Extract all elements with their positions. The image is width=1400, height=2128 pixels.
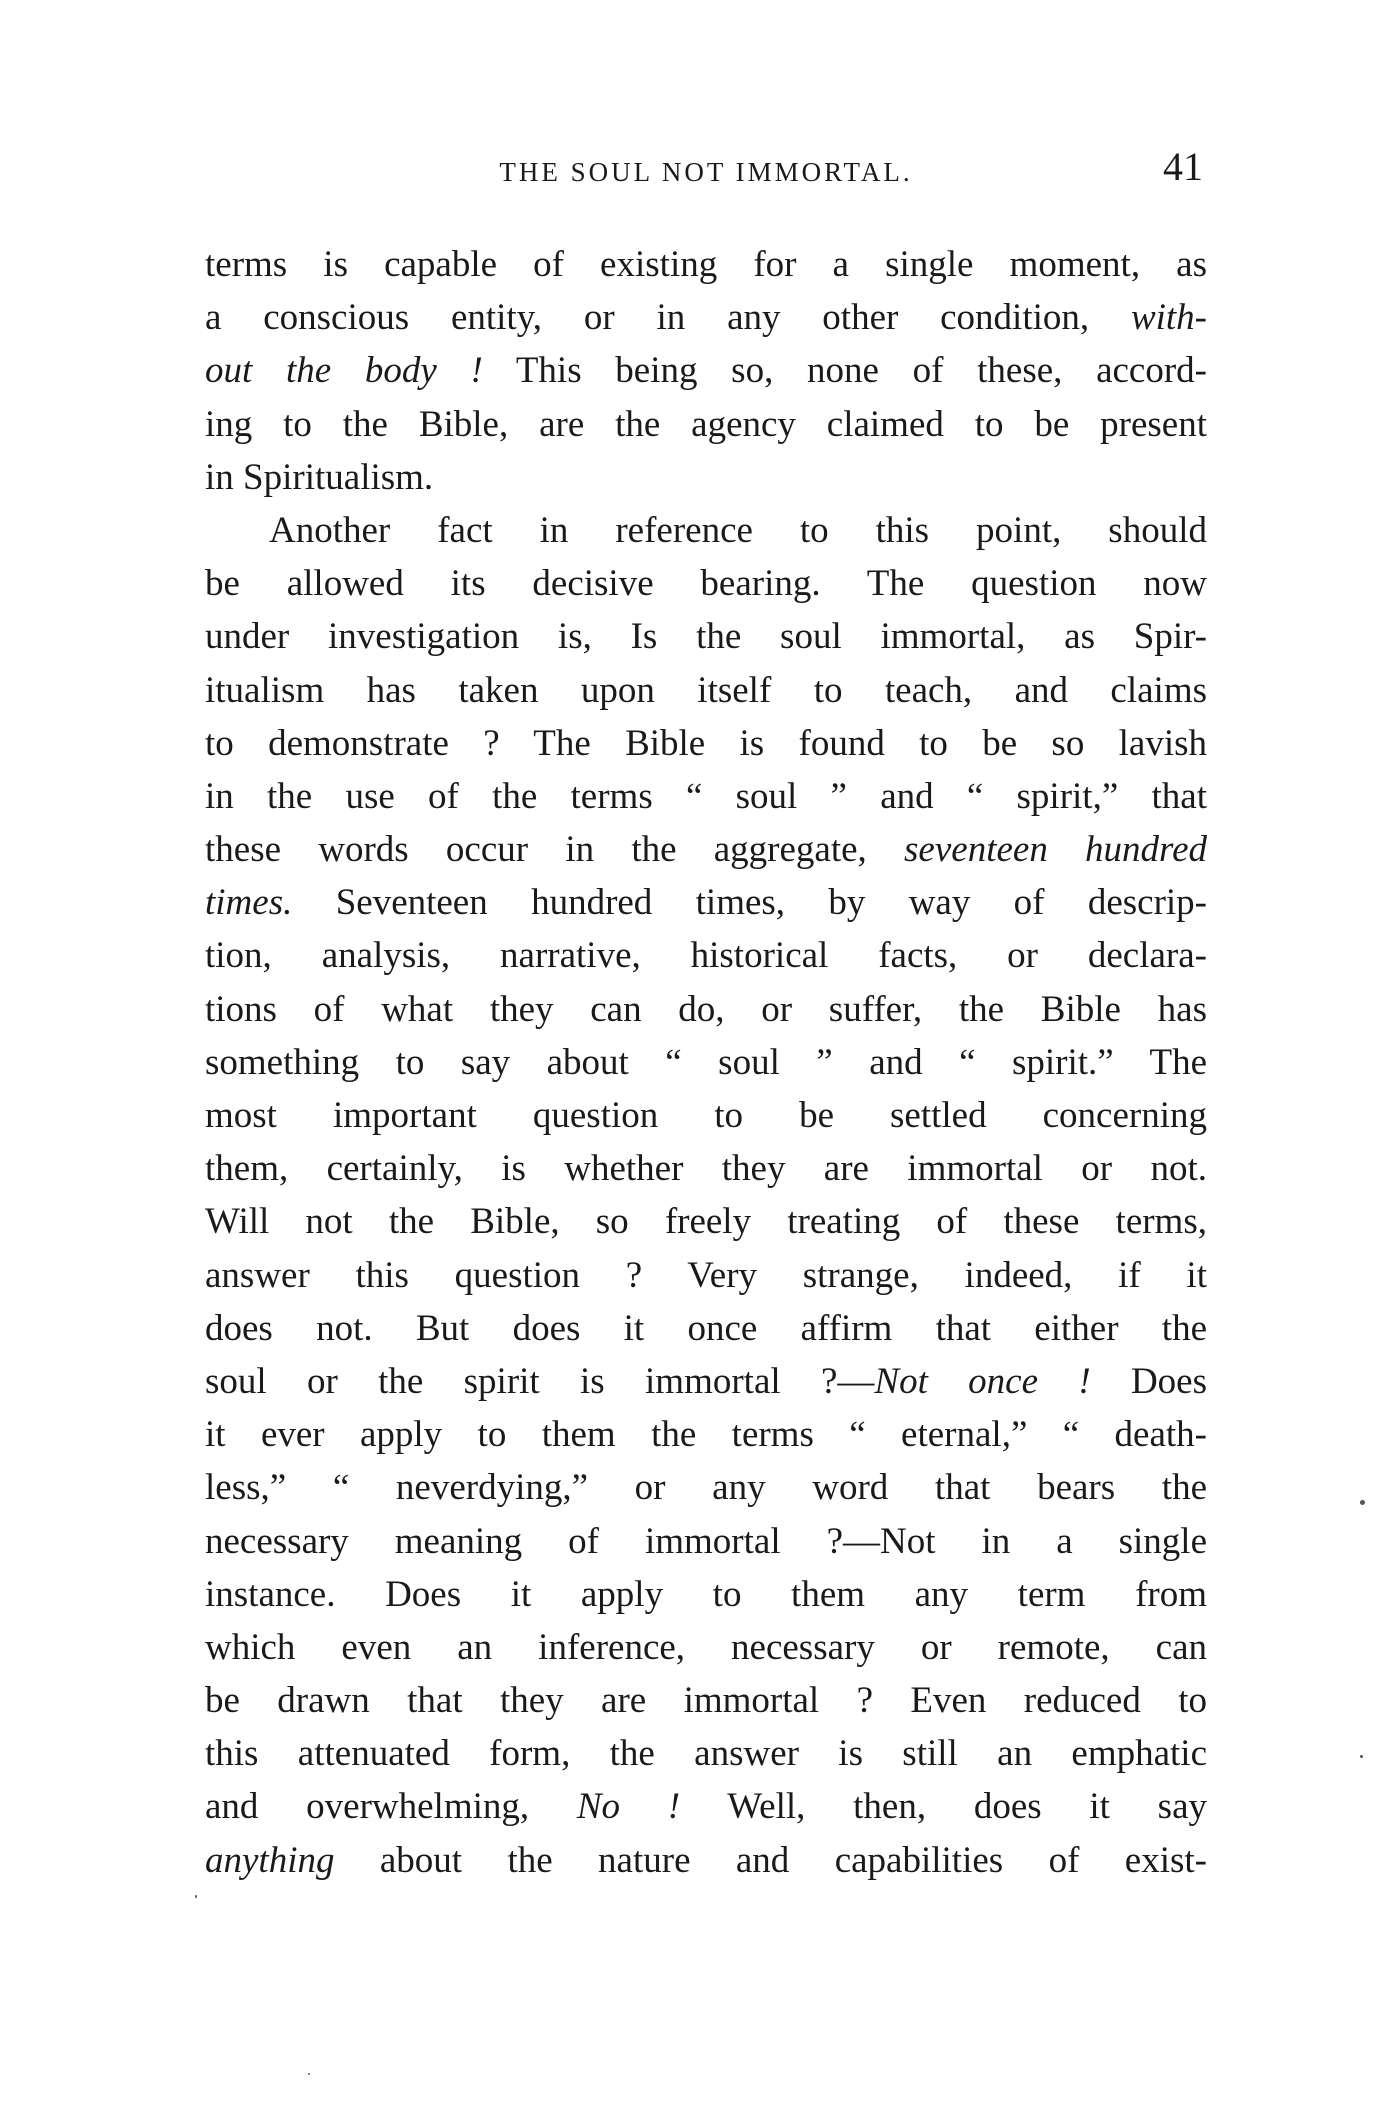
text-segment: be drawn that they are immortal ? Even reduced to xyxy=(205,1680,1207,1722)
text-line xyxy=(205,929,1207,982)
text-line xyxy=(205,1834,1207,1887)
text-segment: it ever apply to them the terms “ eternal,” “ death- xyxy=(205,1414,1207,1456)
text-segment: most important question to be settled concerning xyxy=(205,1095,1207,1136)
text-segment: This being so, none of these, accord- xyxy=(482,350,1207,392)
text-segment: in the use of the terms “ soul ” and “ spirit,” that xyxy=(205,775,1207,817)
text-segment: terms is capable of existing for a single moment, as xyxy=(205,244,1207,285)
text-line xyxy=(205,1568,1207,1621)
text-line xyxy=(205,1195,1207,1248)
text-segment: about the nature and capabilities of exist- xyxy=(334,1839,1207,1881)
text-segment: and overwhelming, xyxy=(205,1786,577,1828)
text-line xyxy=(205,557,1207,610)
text-line xyxy=(205,451,1207,504)
italic-text: times. xyxy=(205,882,293,924)
text-segment: which even an inference, necessary or remote, can xyxy=(205,1626,1207,1668)
text-segment: Will not the Bible, so freely treating of these terms, xyxy=(205,1201,1207,1243)
text-line xyxy=(205,1249,1207,1302)
text-segment: this attenuated form, the answer is still an emphatic xyxy=(205,1733,1207,1775)
text-line xyxy=(205,610,1207,663)
text-line xyxy=(205,344,1207,397)
italic-text: seventeen hundred xyxy=(904,829,1207,871)
text-segment: Does xyxy=(1090,1360,1207,1402)
text-segment: to demonstrate ? The Bible is found to be so lavish xyxy=(205,722,1207,764)
text-line xyxy=(205,876,1207,929)
text-segment: does not. But does it once affirm that either the xyxy=(205,1307,1207,1349)
scan-speck xyxy=(308,2073,310,2075)
text-segment: something to say about “ soul ” and “ spirit.” The xyxy=(205,1041,1207,1083)
italic-text: out the body ! xyxy=(205,350,483,392)
text-segment: tion, analysis, narrative, historical facts, or declara- xyxy=(205,935,1207,977)
text-segment: Seventeen hundred times, by way of descrip- xyxy=(292,882,1207,924)
text-segment: less,” “ neverdying,” or any word that bears the xyxy=(205,1467,1207,1509)
text-segment: be allowed its decisive bearing. The question now xyxy=(205,563,1207,605)
italic-text: anything xyxy=(205,1839,335,1881)
text-line xyxy=(205,1142,1207,1195)
text-line xyxy=(205,983,1207,1036)
italic-text: No ! xyxy=(576,1786,681,1828)
text-line xyxy=(205,717,1207,770)
text-segment: necessary meaning of immortal ?—Not in a single xyxy=(205,1520,1207,1562)
italic-text: with- xyxy=(1130,297,1207,339)
text-line xyxy=(205,664,1207,717)
text-line xyxy=(205,1780,1207,1833)
scan-speck xyxy=(1360,1500,1365,1505)
text-line xyxy=(205,1621,1207,1674)
text-line xyxy=(205,1515,1207,1568)
text-line xyxy=(205,1727,1207,1780)
text-segment: tions of what they can do, or suffer, the Bible has xyxy=(205,988,1207,1030)
text-line xyxy=(205,1089,1207,1142)
text-segment: ing to the Bible, are the agency claimed to be present xyxy=(205,403,1207,445)
text-segment: these words occur in the aggregate, xyxy=(205,829,905,871)
text-segment: in Spiritualism. xyxy=(205,456,434,498)
text-segment: Well, then, does it say xyxy=(680,1786,1207,1828)
text-segment: a conscious entity, or in any other condition, xyxy=(205,297,1131,339)
running-head xyxy=(205,143,1207,193)
text-line xyxy=(205,238,1207,291)
italic-text: Not once ! xyxy=(874,1360,1091,1402)
text-line xyxy=(205,1036,1207,1089)
text-segment: itualism has taken upon itself to teach, and claims xyxy=(205,669,1207,711)
text-line xyxy=(205,1674,1207,1727)
text-line xyxy=(205,398,1207,451)
text-segment: Another fact in reference to this point, should xyxy=(269,509,1207,551)
text-line xyxy=(205,1302,1207,1355)
text-line xyxy=(205,504,1207,557)
text-segment: under investigation is, Is the soul immortal, as Spir- xyxy=(205,616,1207,658)
running-title: THE SOUL NOT IMMORTAL. xyxy=(499,157,913,187)
text-segment: instance. Does it apply to them any term from xyxy=(205,1573,1207,1615)
page-number: 41 xyxy=(1163,144,1203,189)
scan-speck xyxy=(1360,1755,1363,1758)
text-segment: answer this question ? Very strange, indeed, if it xyxy=(205,1254,1207,1296)
text-segment: soul or the spirit is immortal ?— xyxy=(205,1360,875,1402)
text-line xyxy=(205,1408,1207,1461)
text-line xyxy=(205,291,1207,344)
text-line xyxy=(205,1355,1207,1408)
scan-speck xyxy=(195,1895,197,1898)
text-line xyxy=(205,823,1207,876)
body-text xyxy=(205,238,1207,1887)
text-segment: them, certainly, is whether they are immortal or not. xyxy=(205,1148,1207,1190)
text-line xyxy=(205,1461,1207,1514)
text-line xyxy=(205,770,1207,823)
